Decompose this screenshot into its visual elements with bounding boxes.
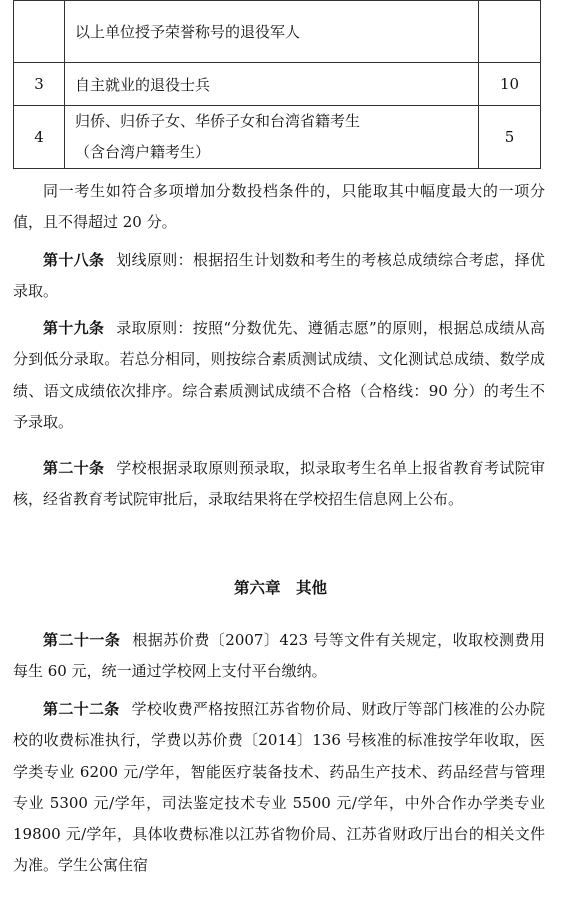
bonus-rule-paragraph xyxy=(13,176,545,239)
article-text: 根据苏价费〔2007〕423 号等文件有关规定，收取校测费用每生 60 元，统一通过学校网上支付平台缴纳。 xyxy=(13,631,545,681)
row-points xyxy=(479,1,541,63)
article-19 xyxy=(13,313,545,438)
article-label: 第十九条 xyxy=(43,319,105,337)
article-label: 第二十一条 xyxy=(43,631,121,649)
chapter-heading: 第六章 其他 xyxy=(233,579,327,597)
article-22 xyxy=(13,694,545,882)
paragraph-text: 同一考生如符合多项增加分数投档条件的，只能取其中幅度最大的一项分值，且不得超过 20 分。 xyxy=(13,182,545,232)
table-row xyxy=(14,1,541,63)
article-20 xyxy=(13,453,545,516)
row-description: 以上单位授予荣誉称号的退役军人 xyxy=(65,1,479,63)
article-text: 学校收费严格按照江苏省物价局、财政厅等部门核准的公办院校的收费标准执行，学费以苏价费〔2014〕136 号核准的标准按学年收取，医学类专业 6200 元/学年，智能医疗装备技术、药品生产技术、药品经营与管理专业 5300 元/学年，司法鉴定技术专业 5500 元/学年，中外合作办学类专业 19800 元/学年，具体收费标准以江苏省物价局、江苏省财政厅出台的相关文件为准。学生公寓住宿 xyxy=(13,700,545,875)
table-row xyxy=(14,106,541,169)
row-description: 自主就业的退役士兵 xyxy=(65,63,479,106)
article-text: 划线原则：根据招生计划数和考生的考核总成绩综合考虑，择优录取。 xyxy=(13,251,545,301)
article-label: 第二十二条 xyxy=(43,700,120,718)
article-text: 录取原则：按照“分数优先、遵循志愿”的原则，根据总成绩从高分到低分录取。若总分相同，则按综合素质测试成绩、文化测试总成绩、数学成绩、语文成绩依次排序。综合素质测试成绩不合格（合格线：90 分）的考生不予录取。 xyxy=(13,319,545,431)
row-description-line2: （含台湾户籍考生） xyxy=(75,143,211,161)
table-row xyxy=(14,63,541,106)
row-points: 10 xyxy=(479,63,541,106)
row-number xyxy=(14,1,65,63)
bonus-points-table xyxy=(13,0,541,169)
article-label: 第二十条 xyxy=(43,459,105,477)
row-description xyxy=(65,106,479,169)
article-21 xyxy=(13,625,545,688)
article-text: 学校根据录取原则预录取，拟录取考生名单上报省教育考试院审核，经省教育考试院审批后，录取结果将在学校招生信息网上公布。 xyxy=(13,459,545,509)
article-18 xyxy=(13,245,545,308)
article-label: 第十八条 xyxy=(43,251,105,269)
row-points: 5 xyxy=(479,106,541,169)
row-description-line1: 归侨、归侨子女、华侨子女和台湾省籍考生 xyxy=(75,112,361,130)
row-number: 3 xyxy=(14,63,65,106)
row-number: 4 xyxy=(14,106,65,169)
